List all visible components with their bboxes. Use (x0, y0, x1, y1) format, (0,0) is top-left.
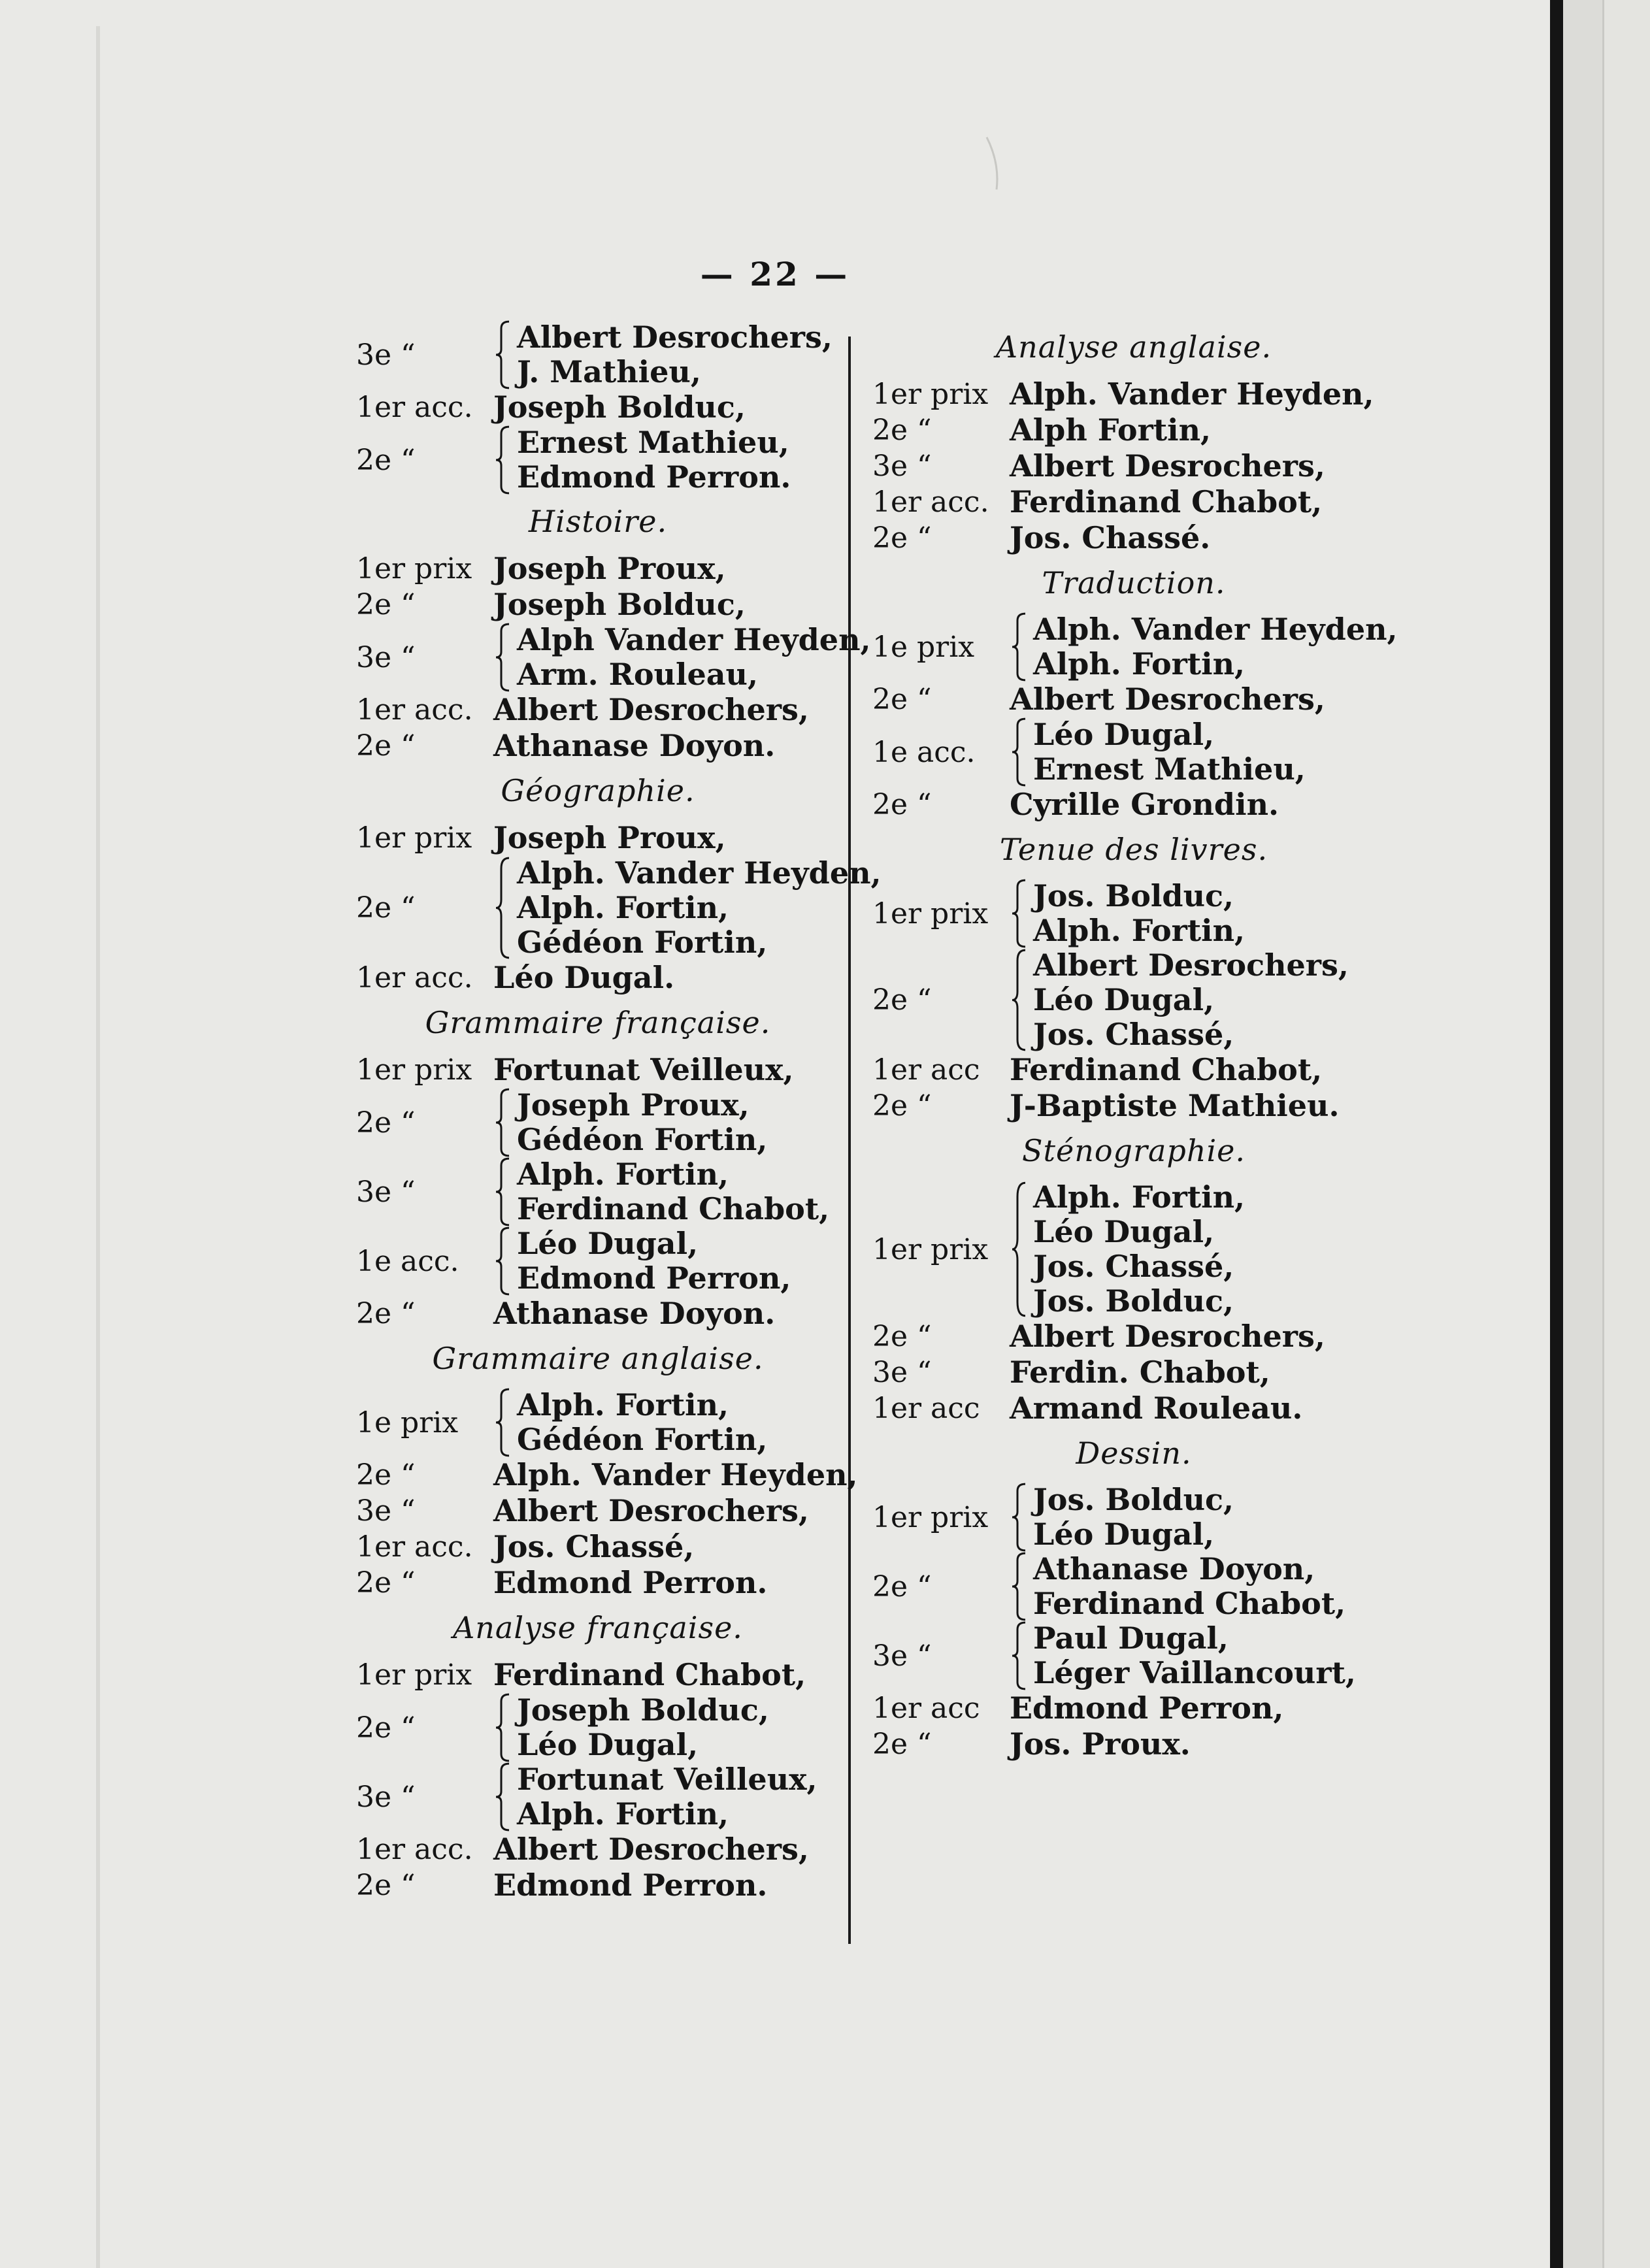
right-column (872, 320, 1398, 1762)
prize-rank: 1er acc. (356, 961, 473, 994)
winner-names (1010, 1391, 1302, 1426)
prize-rank: 3e “ (356, 1175, 416, 1209)
prize-entry (872, 787, 1395, 823)
prize-rank: 3e “ (872, 1356, 932, 1389)
prize-rank: 1er acc. (356, 693, 473, 727)
prize-section (872, 329, 1395, 556)
winner-names (517, 1762, 817, 1832)
winner-name: Jos. Bolduc, (1033, 1482, 1234, 1517)
prize-rank: 1er prix (356, 1053, 472, 1087)
prize-rank: 2e “ (872, 983, 932, 1017)
prize-rank: 2e “ (356, 443, 416, 477)
winner-name: Arm. Rouleau, (517, 657, 758, 692)
prize-entry (356, 1693, 840, 1762)
prize-rank: 2e “ (872, 1320, 932, 1353)
winner-names (493, 1868, 767, 1903)
prize-rank: 1er prix (356, 552, 472, 585)
brace-group (493, 320, 512, 389)
prize-entry (356, 728, 840, 764)
winner-name: J-Baptiste Mathieu. (1010, 1088, 1340, 1123)
prize-entry (872, 1726, 1395, 1762)
winner-name: Léger Vaillancourt, (1033, 1655, 1356, 1690)
winner-name: Edmond Perron, (1010, 1690, 1284, 1726)
winner-names (1010, 682, 1325, 717)
winner-names (493, 821, 726, 855)
prize-entry (872, 1180, 1395, 1319)
prize-entry (356, 1296, 840, 1332)
winner-name: Alph. Fortin, (517, 1157, 729, 1192)
prize-section (356, 504, 871, 764)
winner-names (493, 390, 746, 425)
winner-name: J. Mathieu, (517, 354, 701, 389)
winner-name: Ernest Mathieu, (517, 425, 789, 460)
winner-name: Albert Desrochers, (493, 1832, 809, 1867)
winner-names (1010, 521, 1210, 555)
winner-name: Athanase Doyon. (493, 1296, 776, 1331)
prize-section (872, 1133, 1395, 1426)
prize-entry (356, 960, 840, 996)
brace-group (493, 1088, 512, 1157)
prize-entry (872, 1483, 1395, 1552)
winner-name: Ernest Mathieu, (1033, 751, 1306, 787)
winner-name: Léo Dugal, (1033, 982, 1215, 1017)
prize-rank: 2e “ (356, 1566, 416, 1600)
prize-rank: 2e “ (872, 1570, 932, 1603)
winner-name: Ferdinand Chabot, (1010, 1052, 1323, 1087)
brace-icon (1010, 1180, 1028, 1319)
winner-names (517, 623, 871, 692)
brace-icon (1010, 1621, 1028, 1690)
prize-entry (356, 1052, 840, 1088)
winner-name: Jos. Bolduc, (1033, 1283, 1234, 1319)
winner-name: Ferdinand Chabot, (493, 1657, 806, 1692)
brace-group (493, 623, 512, 692)
winner-name: Edmond Perron. (493, 1867, 768, 1903)
winner-name: Alph. Fortin, (1033, 1179, 1246, 1215)
winner-names (517, 856, 882, 960)
winner-names (493, 693, 809, 727)
left-column (356, 320, 882, 1903)
winner-names (1033, 612, 1398, 682)
prize-entry (356, 587, 840, 623)
prize-entry (356, 820, 840, 856)
prize-section (356, 320, 840, 495)
prize-rank: 3e “ (356, 1494, 416, 1528)
prize-section (872, 1436, 1395, 1762)
winner-name: Alph. Fortin, (517, 890, 729, 925)
prize-entry (356, 1493, 840, 1529)
winner-name: Edmond Perron, (517, 1260, 791, 1296)
winner-names (1010, 449, 1325, 484)
brace-icon (1010, 612, 1028, 682)
prize-rank: 1er prix (872, 1232, 989, 1266)
winner-name: Alph. Vander Heyden, (493, 1457, 858, 1492)
winner-name: Jos. Proux. (1010, 1726, 1191, 1762)
winner-names (517, 1388, 767, 1457)
adjacent-page-edge-outer (1602, 0, 1650, 2268)
prize-entry (356, 1657, 840, 1693)
winner-name: Fortunat Veilleux, (493, 1052, 794, 1087)
prize-entry (872, 717, 1395, 787)
prize-rank: 1er acc. (356, 1833, 473, 1866)
winner-name: Alph. Fortin, (1033, 646, 1246, 682)
prize-rank: 2e “ (356, 891, 416, 925)
winner-name: Cyrille Grondin. (1010, 787, 1279, 822)
winner-name: Alph Fortin, (1010, 412, 1212, 448)
page-edge-shadow (1550, 0, 1563, 2268)
prize-rank: 2e “ (872, 683, 932, 716)
winner-names (1010, 485, 1322, 519)
prize-entry (356, 692, 840, 728)
prize-rank: 2e “ (356, 1458, 416, 1492)
brace-icon (493, 1088, 512, 1157)
winner-names (1010, 787, 1279, 822)
prize-entry (356, 1867, 840, 1903)
winner-names (1010, 1355, 1270, 1390)
winner-names (1033, 1483, 1234, 1552)
winner-names (1033, 1180, 1245, 1319)
prize-rank: 3e “ (872, 1639, 932, 1673)
winner-name: Albert Desrochers, (493, 692, 809, 727)
winner-name: Paul Dugal, (1033, 1620, 1229, 1656)
prize-rank: 2e “ (872, 788, 932, 821)
brace-group (1010, 879, 1028, 948)
winner-name: Jos. Chassé, (493, 1529, 695, 1564)
winner-names (493, 1658, 806, 1692)
winner-names (1010, 1319, 1325, 1354)
winner-name: Ferdinand Chabot, (1010, 484, 1323, 519)
winner-name: Joseph Proux, (517, 1087, 750, 1123)
winner-name: Léo Dugal. (493, 960, 675, 995)
prize-rank: 1er prix (872, 1500, 989, 1534)
winner-names (517, 425, 791, 495)
brace-group (493, 1388, 512, 1457)
winner-names (1010, 413, 1211, 448)
brace-group (493, 856, 512, 960)
winner-names (1033, 717, 1306, 787)
prize-rank: 1er prix (356, 821, 472, 855)
prize-entry (356, 1762, 840, 1832)
section-title: Analyse française. (453, 1610, 743, 1645)
winner-names (1010, 1691, 1283, 1726)
prize-entry (356, 1529, 840, 1565)
prize-entry (872, 448, 1395, 484)
section-title: Analyse anglaise. (995, 329, 1272, 365)
winner-name: Albert Desrochers, (1010, 1319, 1325, 1354)
brace-group (493, 1762, 512, 1832)
winner-names (517, 1088, 767, 1157)
prize-rank: 2e “ (356, 1106, 416, 1140)
winner-name: Jos. Chassé. (1010, 520, 1211, 555)
prize-entry (356, 320, 840, 389)
prize-entry (872, 948, 1395, 1052)
prize-rank: 2e “ (872, 414, 932, 447)
prize-entry (872, 1052, 1395, 1088)
winner-names (493, 1566, 767, 1600)
prize-rank: 1er acc (872, 1053, 980, 1087)
winner-names (493, 1530, 694, 1564)
winner-names (1033, 948, 1349, 1052)
winner-name: Ferdin. Chabot, (1010, 1355, 1270, 1390)
winner-name: Gédéon Fortin, (517, 1122, 768, 1157)
prize-entry (872, 376, 1395, 412)
brace-group (493, 1157, 512, 1226)
section-title: Sténographie. (1021, 1133, 1246, 1168)
prize-entry (872, 1088, 1395, 1124)
brace-icon (493, 1226, 512, 1296)
winner-name: Albert Desrochers, (1010, 448, 1325, 484)
winner-names (493, 961, 674, 995)
brace-icon (493, 1762, 512, 1832)
section-title: Dessin. (1076, 1436, 1192, 1471)
prize-entry (356, 425, 840, 495)
prize-entry (356, 1457, 858, 1493)
winner-names (1033, 879, 1245, 948)
prize-entry (356, 551, 840, 587)
prize-section (872, 565, 1398, 823)
brace-group (493, 425, 512, 495)
winner-names (517, 1693, 769, 1762)
winner-names (517, 1157, 829, 1226)
prize-rank: 1er acc. (356, 1530, 473, 1564)
winner-name: Ferdinand Chabot, (517, 1191, 830, 1226)
winner-name: Albert Desrochers, (1033, 947, 1349, 983)
winner-names (493, 1832, 809, 1867)
prize-rank: 1er prix (872, 896, 989, 930)
section-title: Grammaire anglaise. (432, 1341, 764, 1376)
winner-name: Léo Dugal, (1033, 1214, 1215, 1249)
winner-name: Joseph Bolduc, (517, 1692, 769, 1728)
winner-name: Ferdinand Chabot, (1033, 1586, 1346, 1621)
prize-rank: 2e “ (872, 1728, 932, 1761)
prize-rank: 2e “ (872, 1089, 932, 1123)
prize-entry (872, 520, 1395, 556)
brace-icon (1010, 948, 1028, 1052)
winner-name: Jos. Chassé, (1033, 1249, 1234, 1284)
winner-names (1010, 1089, 1339, 1123)
brace-group (1010, 1621, 1028, 1690)
winner-name: Léo Dugal, (517, 1727, 699, 1762)
winner-name: Armand Rouleau. (1010, 1390, 1303, 1426)
winner-names (517, 320, 833, 389)
prize-entry (872, 1621, 1395, 1690)
prize-entry (356, 1226, 840, 1296)
prize-rank: 2e “ (356, 588, 416, 621)
section-title: Traduction. (1042, 565, 1226, 600)
winner-name: Edmond Perron. (493, 1565, 768, 1600)
winner-name: Alph. Fortin, (517, 1796, 729, 1832)
winner-name: Albert Desrochers, (1010, 682, 1325, 717)
winner-name: Joseph Proux, (493, 820, 726, 855)
prize-entry (872, 1319, 1395, 1355)
winner-name: Jos. Chassé, (1033, 1017, 1234, 1052)
winner-name: Athanase Doyon. (493, 728, 776, 763)
prize-entry (872, 879, 1395, 948)
winner-names (493, 1296, 775, 1331)
winner-name: Léo Dugal, (1033, 717, 1215, 752)
winner-names (1010, 1053, 1322, 1087)
brace-group (493, 1693, 512, 1762)
prize-entry (872, 1355, 1395, 1390)
winner-names (493, 551, 726, 586)
winner-name: Gédéon Fortin, (517, 925, 768, 960)
brace-icon (1010, 1552, 1028, 1621)
prize-rank: 3e “ (356, 338, 416, 372)
brace-icon (1010, 1483, 1028, 1552)
winner-name: Alph. Fortin, (517, 1387, 729, 1422)
winner-name: Athanase Doyon, (1033, 1551, 1315, 1586)
page-number: — 22 — (700, 255, 850, 293)
winner-names (493, 729, 775, 763)
winner-name: Fortunat Veilleux, (517, 1762, 817, 1797)
prize-rank: 2e “ (356, 729, 416, 763)
winner-name: Alph Vander Heyden, (517, 622, 871, 657)
winner-name: Alph. Fortin, (1033, 913, 1246, 948)
prize-section (356, 1610, 840, 1903)
prize-rank: 2e “ (872, 521, 932, 555)
winner-name: Léo Dugal, (517, 1226, 699, 1261)
winner-name: Gédéon Fortin, (517, 1422, 768, 1457)
winner-names (493, 1053, 794, 1087)
prize-rank: 1er acc. (872, 485, 989, 519)
brace-group (493, 1226, 512, 1296)
brace-icon (493, 320, 512, 389)
prize-entry (356, 1565, 840, 1601)
winner-name: Alph. Vander Heyden, (1010, 376, 1374, 412)
prize-entry (872, 484, 1395, 520)
winner-names (1033, 1552, 1345, 1621)
prize-rank: 3e “ (356, 640, 416, 674)
prize-entry (872, 682, 1395, 717)
prize-section (356, 1005, 840, 1332)
winner-names (1010, 377, 1374, 412)
column-divider (848, 337, 851, 1944)
prize-rank: 2e “ (356, 1869, 416, 1902)
brace-group (1010, 717, 1028, 787)
brace-icon (493, 1157, 512, 1226)
brace-group (1010, 948, 1028, 1052)
winner-name: Albert Desrochers, (517, 320, 833, 355)
prize-rank: 2e “ (356, 1297, 416, 1330)
prize-entry (872, 412, 1395, 448)
prize-rank: 1er prix (356, 1658, 472, 1692)
prize-rank: 3e “ (872, 450, 932, 483)
winner-names (1010, 1727, 1191, 1762)
brace-icon (493, 623, 512, 692)
prize-entry (356, 1832, 840, 1867)
winner-name: Joseph Proux, (493, 551, 726, 586)
prize-entry (872, 612, 1398, 682)
winner-name: Alph. Vander Heyden, (1033, 612, 1398, 647)
brace-group (1010, 1552, 1028, 1621)
winner-names (493, 1494, 809, 1528)
section-title: Géographie. (501, 773, 695, 808)
prize-entry (872, 1552, 1395, 1621)
prize-section (872, 832, 1395, 1124)
prize-rank: 3e “ (356, 1780, 416, 1814)
prize-rank: 1e prix (356, 1405, 459, 1439)
prize-rank: 1er prix (872, 378, 989, 411)
prize-entry (872, 1690, 1395, 1726)
prize-rank: 1er acc (872, 1692, 980, 1725)
brace-group (1010, 1180, 1028, 1319)
prize-section (356, 773, 882, 996)
prize-rank: 1er acc. (356, 391, 473, 424)
brace-icon (493, 856, 512, 960)
winner-name: Joseph Bolduc, (493, 389, 746, 425)
section-title: Histoire. (528, 504, 668, 539)
brace-group (1010, 612, 1028, 682)
winner-names (493, 1458, 858, 1492)
prize-rank: 1e prix (872, 630, 975, 664)
prize-entry (356, 1388, 840, 1457)
section-title: Tenue des livres. (999, 832, 1268, 867)
prize-rank: 2e “ (356, 1711, 416, 1745)
winner-name: Léo Dugal, (1033, 1517, 1215, 1552)
prize-entry (356, 1088, 840, 1157)
prize-entry (356, 622, 871, 692)
winner-name: Edmond Perron. (517, 459, 791, 495)
winner-name: Jos. Bolduc, (1033, 878, 1234, 913)
prize-entry (356, 1157, 840, 1226)
prize-rank: 1er acc (872, 1392, 980, 1425)
brace-icon (493, 1693, 512, 1762)
winner-names (1033, 1621, 1356, 1690)
prize-entry (356, 389, 840, 425)
brace-icon (493, 1388, 512, 1457)
brace-group (1010, 1483, 1028, 1552)
winner-name: Albert Desrochers, (493, 1493, 809, 1528)
prize-rank: 1e acc. (356, 1244, 459, 1278)
brace-icon (1010, 717, 1028, 787)
prize-section (356, 1341, 858, 1601)
section-title: Grammaire française. (425, 1005, 771, 1040)
prize-rank: 1e acc. (872, 735, 976, 769)
winner-name: Alph. Vander Heyden, (517, 855, 882, 891)
brace-icon (493, 425, 512, 495)
winner-names (517, 1226, 791, 1296)
prize-entry (872, 1390, 1395, 1426)
winner-names (493, 587, 746, 622)
prize-entry (356, 855, 882, 960)
winner-name: Joseph Bolduc, (493, 587, 746, 622)
brace-icon (1010, 879, 1028, 948)
